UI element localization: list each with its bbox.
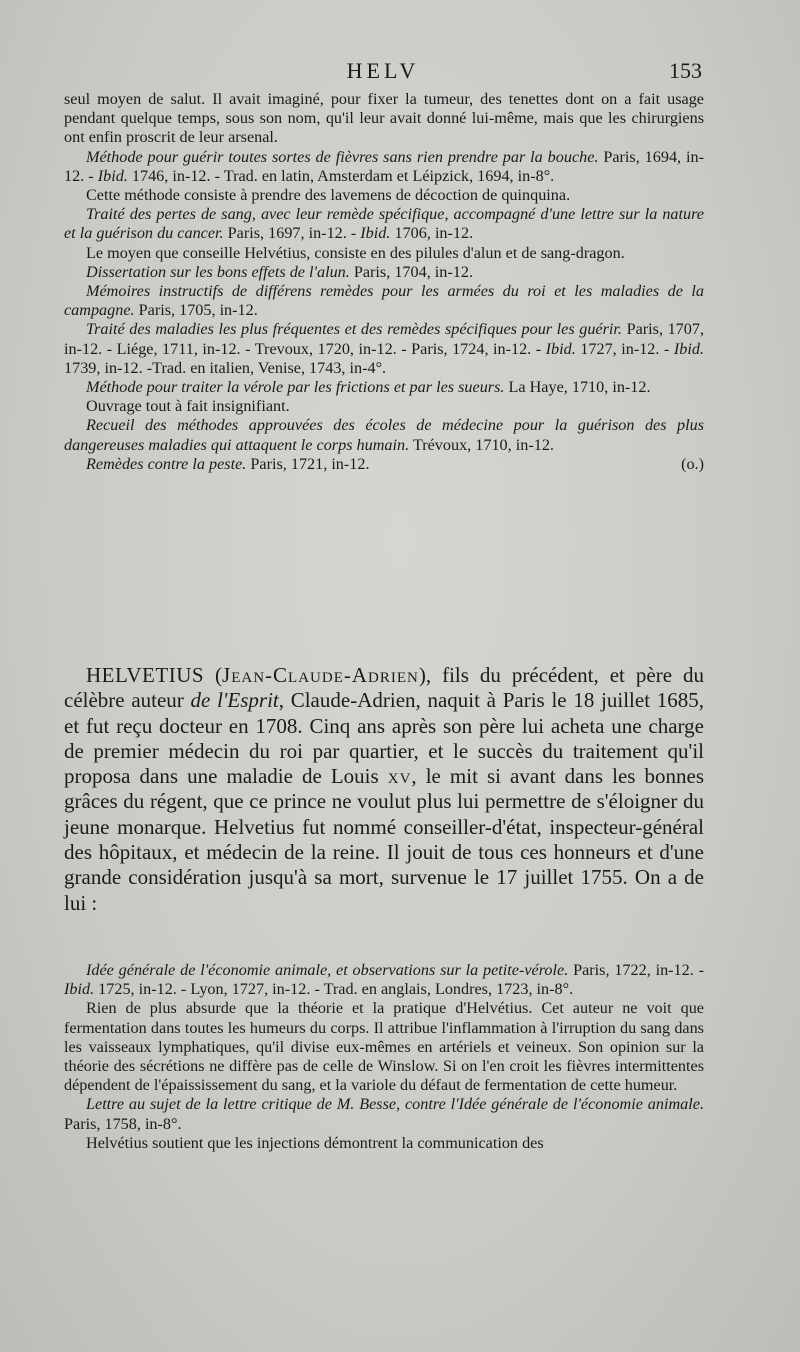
publication-info: Paris, 1694, in-12. - bbox=[64, 147, 704, 185]
work-title: Mémoires instructifs de différens remèdes pour les armées du roi et les maladies de la campagne. bbox=[64, 282, 704, 320]
publication-info: 1725, in-12. - Lyon, 1727, in-12. - Trad. en anglais, Londres, 1723, in-8°. bbox=[94, 980, 574, 999]
bib-note: Helvétius soutient que les injections démontrent la communication des bbox=[86, 1133, 544, 1152]
author-signature: (o.) bbox=[681, 454, 704, 473]
bib-entry bbox=[64, 148, 704, 186]
ibid: Ibid. bbox=[97, 166, 128, 185]
publication-info: Paris, 1758, in-8°. bbox=[64, 1114, 182, 1133]
bib-entry bbox=[64, 1095, 704, 1133]
page-header bbox=[64, 58, 702, 88]
publication-info: Paris, 1704, in-12. bbox=[349, 262, 474, 281]
work-title: Lettre au sujet de la lettre critique de M. Besse, contre l'Idée générale de l'économie animale. bbox=[86, 1095, 704, 1114]
work-title: Méthode pour guérir toutes sortes de fièvres sans rien prendre par la bouche. bbox=[86, 147, 599, 166]
publication-info: 1706, in-12. bbox=[390, 224, 474, 243]
work-title: Recueil des méthodes approuvées des écoles de médecine pour la guérison des plus dangereuses maladies qui attaquent le corps humain. bbox=[64, 416, 704, 454]
publication-info: 1746, in-12. - Trad. en latin, Amsterdam et Léipzick, 1694, in-8°. bbox=[127, 166, 555, 185]
work-title: Dissertation sur les bons effets de l'alun. bbox=[86, 262, 350, 281]
bib-entry bbox=[64, 378, 704, 397]
entry-name: HELVETIUS bbox=[86, 663, 205, 687]
publication-info: Paris, 1722, in-12. - bbox=[568, 961, 704, 979]
bib-entry bbox=[64, 455, 704, 474]
publication-info: 1739, in-12. -Trad. en italien, Venise, 1743, in-4°. bbox=[64, 358, 387, 377]
work-title: Remèdes contre la peste. bbox=[86, 454, 247, 473]
bib-entry bbox=[64, 416, 704, 454]
bib-note: Ouvrage tout à fait insignifiant. bbox=[86, 397, 290, 416]
ibid: Ibid. bbox=[360, 224, 391, 243]
bibliography-section-1 bbox=[64, 90, 704, 474]
bib-entry bbox=[64, 961, 704, 999]
given-names: Jean-Claude-Adrien bbox=[222, 663, 419, 687]
bib-note: Rien de plus absurde que la théorie et la pratique d'Helvétius. Cet auteur ne voit que fermentation dans toutes les humeurs du corps. Il attribue l'inflammation à l'irruption du sang dans les vaisseaux lymphatiques, qu'il divise eux-mêmes en artériels et veineux. Son opinion sur la théorie des sécrétions ne diffère pas de celle de Winslow. Si on l'en croit les fièvres intermittentes dépendent de l'épaississement du sang, et la variole du défaut de fermentation de cette humeur. bbox=[64, 999, 704, 1095]
biography-section bbox=[64, 663, 704, 916]
publication-info: Paris, 1721, in-12. bbox=[246, 454, 370, 473]
page-number: 153 bbox=[669, 58, 702, 83]
ibid: Ibid. bbox=[64, 980, 95, 999]
bib-entry bbox=[64, 263, 704, 282]
publication-info: 1727, in-12. - bbox=[575, 339, 674, 358]
publication-info: La Haye, 1710, in-12. bbox=[504, 378, 651, 397]
biography-paragraph: HELVETIUS (Jean-Claude-Adrien), fils du précédent, et père du célèbre auteur de l'Esprit, Claude-Adrien, naquit à Paris le 18 juillet 1685, et fut reçu docteur en 1708. Cinq ans après son père lui acheta une charge de premier médecin du roi par quartier, et le succès du traitement qu'il proposa dans une maladie de Louis xv, le mit si avant dans les bonnes grâces du régent, que ce prince ne voulut plus lui permettre de s'éloigner du jeune monarque. Helvetius fut nommé conseiller-d'état, inspecteur-général des hôpitaux, et médecin de la reine. Il jouit de tous ces honneurs et d'une grande considération jusqu'à sa mort, survenue le 17 juillet 1755. On a de lui : bbox=[64, 663, 704, 915]
book-title: de l'Esprit bbox=[190, 688, 279, 713]
publication-info: Trévoux, 1710, in-12. bbox=[409, 435, 554, 454]
publication-info: Paris, 1707, in-12. - Liége, 1711, in-12. - Trevoux, 1720, in-12. - Paris, 1724, in-12. - bbox=[64, 320, 705, 358]
ibid: Ibid. bbox=[545, 339, 576, 358]
work-title: Traité des pertes de sang, avec leur remède spécifique, accompagné d'une lettre sur la nature et la guérison du cancer. bbox=[64, 205, 704, 243]
bib-entry bbox=[64, 205, 704, 243]
work-title: Traité des maladies les plus fréquentes et des remèdes spécifiques pour les guérir. bbox=[86, 320, 622, 339]
bib-note: Le moyen que conseille Helvétius, consiste en des pilules d'alun et de sang-dragon. bbox=[86, 243, 625, 262]
running-head: HELV bbox=[346, 58, 420, 83]
publication-info: Paris, 1705, in-12. bbox=[134, 301, 258, 320]
work-title: Méthode pour traiter la vérole par les frictions et par les sueurs. bbox=[86, 378, 505, 397]
bib-entry bbox=[64, 282, 704, 320]
work-title: Idée générale de l'économie animale, et observations sur la petite-vérole. bbox=[86, 961, 569, 979]
intro-paragraph: seul moyen de salut. Il avait imaginé, pour fixer la tumeur, des tenettes dont on a fait usage pendant quelque temps, sous son nom, qu'il leur avait donné lui-même, mais que les chirurgiens ont enfin proscrit de leur arsenal. bbox=[64, 90, 704, 147]
publication-info: Paris, 1697, in-12. - bbox=[223, 224, 361, 243]
ibid: Ibid. bbox=[673, 339, 704, 358]
roman-numeral: xv bbox=[387, 764, 412, 789]
bibliography-section-2 bbox=[64, 961, 704, 1153]
bib-entry bbox=[64, 320, 704, 378]
bib-note: Cette méthode consiste à prendre des lavemens de décoction de quinquina. bbox=[86, 186, 571, 205]
